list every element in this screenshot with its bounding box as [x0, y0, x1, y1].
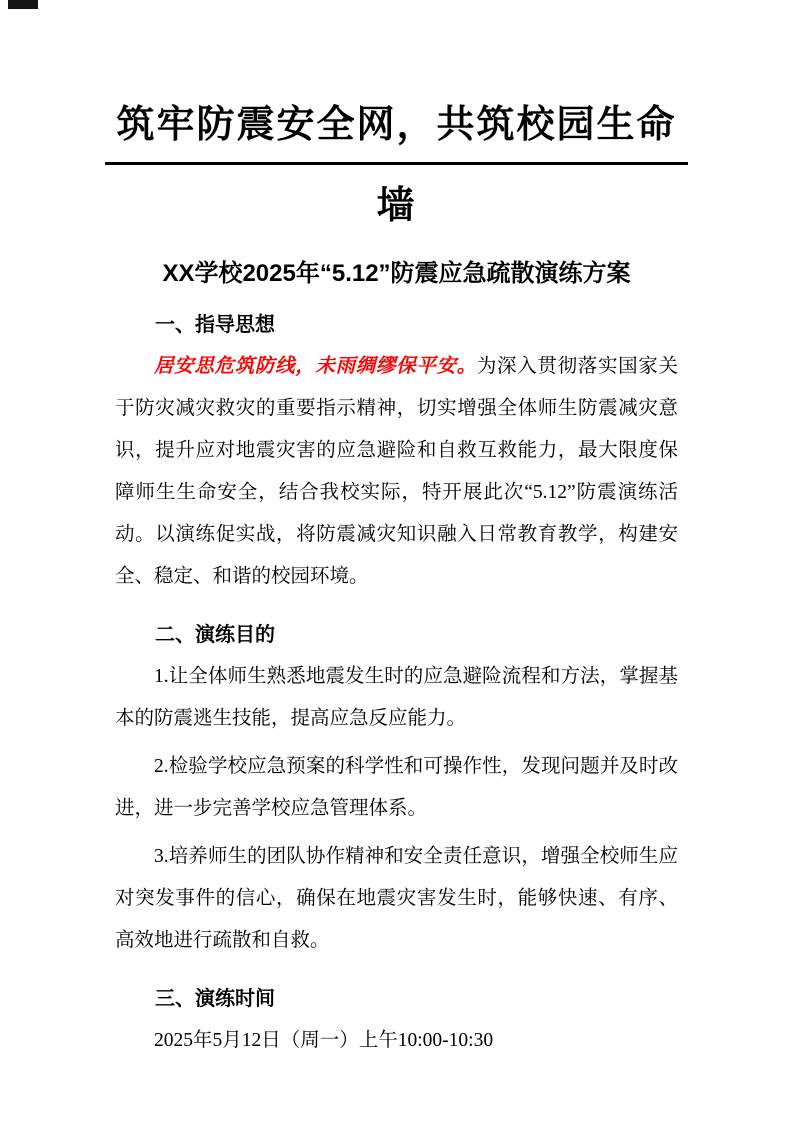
- document-subtitle: XX学校2025年“5.12”防震应急疏散演练方案: [162, 260, 631, 287]
- section-heading-drill-objectives: 二、演练目的: [155, 624, 275, 646]
- section-heading-guiding-ideology: 一、指导思想: [155, 314, 275, 336]
- scan-artifact: [8, 0, 38, 9]
- objective-item-3: 3.培养师生的团队协作精神和安全责任意识，增强全校师生应对突发事件的信心，确保在地震灾害发生时，能够快速、有序、高效地进行疏散和自救。: [115, 846, 678, 951]
- drill-time-value: 2025年5月12日（周一）上午10:00-10:30: [154, 1030, 494, 1051]
- objective-item-1: 1.让全体师生熟悉地震发生时的应急避险流程和方法，掌握基本的防震逃生技能，提高应急反应能力。: [115, 666, 678, 729]
- section-drill-objectives: [115, 620, 678, 962]
- document-title: [115, 96, 678, 233]
- section-drill-time: [115, 984, 678, 1062]
- guiding-ideology-text: 为深入贯彻落实国家关于防灾减灾救灾的重要指示精神，切实增强全体师生防震减灾意识，提升应对地震灾害的应急避险和自救互救能力，最大限度保障师生生命安全，结合我校实际，特开展此次“5.12”防震演练活动。以演练促实战，将防震减灾知识融入日常教育教学，构建安全、稳定、和谐的校园环境。: [115, 356, 678, 587]
- document-title-line-2: 墙: [376, 182, 417, 227]
- section-heading-drill-time: 三、演练时间: [155, 988, 275, 1010]
- objective-item-2: 2.检验学校应急预案的科学性和可操作性，发现问题并及时改进，进一步完善学校应急管理体系。: [115, 756, 678, 819]
- red-motto: 居安思危筑防线，未雨绸缪保平安。: [154, 356, 477, 377]
- document-title-line-1: 筑牢防震安全网，共筑校园生命: [105, 96, 688, 165]
- guiding-ideology-paragraph: [115, 346, 678, 598]
- section-guiding-ideology: [115, 310, 678, 598]
